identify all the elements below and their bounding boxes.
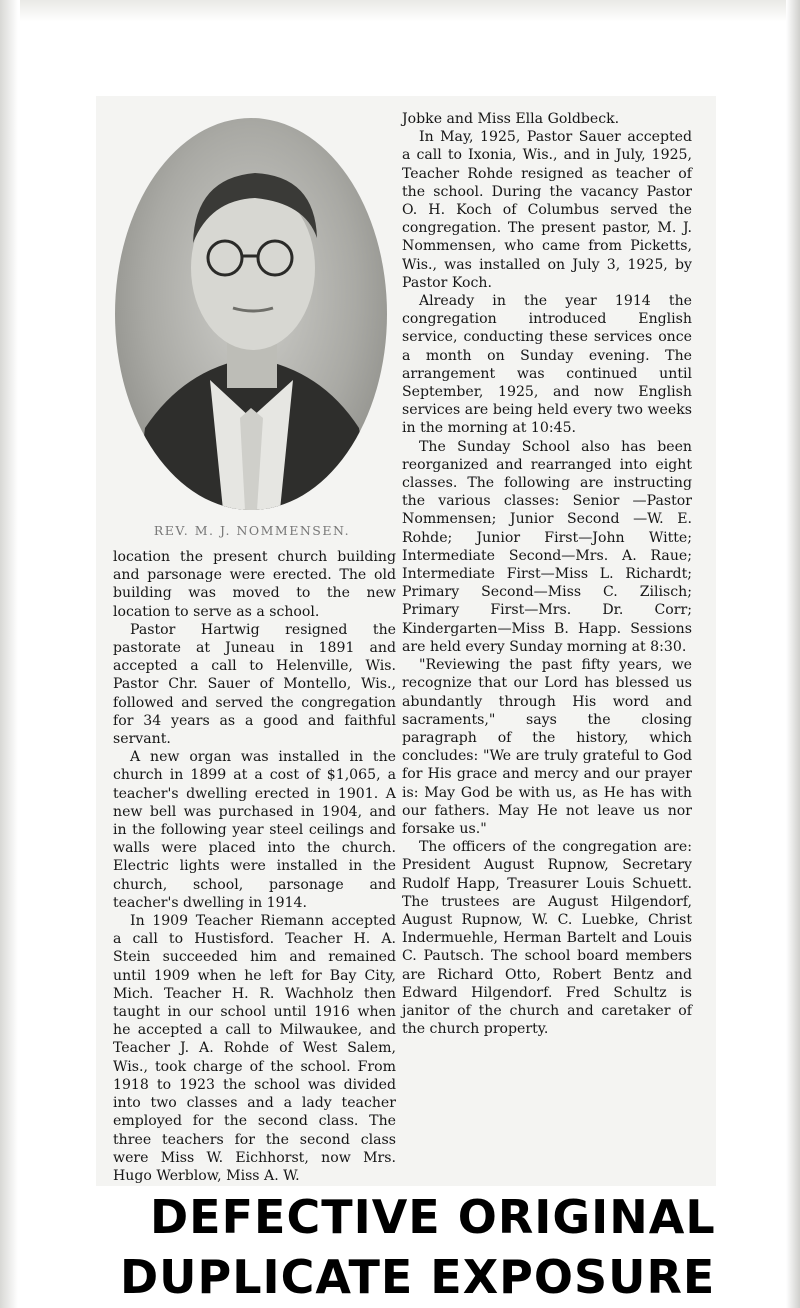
paragraph: In May, 1925, Pastor Sauer accepted a call to Ixonia, Wis., and in July, 1925, Teacher Rohde resigned as teacher of the school. During the vacancy Pastor O. H. Koch of Columbus served the congregation. The present pastor, M. J. Nommensen, who came from Picketts, Wis., was installed on July 3, 1925, by Pastor Koch. bbox=[402, 129, 692, 291]
paragraph: "Reviewing the past fifty years, we recognize that our Lord has blessed us abundantly through His word and sacraments," says the closing paragraph of the history, which concludes: "We are truly grateful to God for His grace and mercy and our prayer is: May God be with us, as He has with our fathers. May He not leave us nor forsake us." bbox=[402, 657, 692, 837]
scan-edge-right bbox=[786, 0, 800, 1308]
paragraph: Jobke and Miss Ella Goldbeck. bbox=[402, 111, 620, 127]
paragraph: A new organ was installed in the church in 1899 at a cost of $1,065, a teacher's dwelling erected in 1901. A new bell was purchased in 1904, and in the following year steel ceilings and walls were placed into the church. Electric lights were installed in the church, school, parsonage and teacher's dwelling in 1914. bbox=[113, 749, 396, 911]
portrait-photo bbox=[115, 118, 387, 510]
portrait-caption: REV. M. J. NOMMENSEN. bbox=[153, 523, 351, 538]
paragraph: In 1909 Teacher Riemann accepted a call to Hustisford. Teacher H. A. Stein succeeded him and remained until 1909 when he left for Bay City, Mich. Teacher H. R. Wachholz then taught in our school until 1916 when he accepted a call to Milwaukee, and Teacher J. A. Rohde of West Salem, Wis., took charge of the school. From 1918 to 1923 the school was divided into two classes and a lady teacher employed for the second class. The three teachers for the second class were Miss W. Eichhorst, now Mrs. Hugo Werblow, Miss A. W. bbox=[113, 913, 396, 1184]
defective-original-stamp: DEFECTIVE ORIGINAL bbox=[150, 1190, 716, 1244]
duplicate-exposure-stamp: DUPLICATE EXPOSURE bbox=[120, 1250, 716, 1304]
paragraph: location the present church building and parsonage were erected. The old building was moved to the new location to serve as a school. bbox=[113, 549, 396, 620]
article-column-left bbox=[113, 548, 396, 1185]
paragraph: Already in the year 1914 the congregation introduced English service, conducting these services once a month on Sunday evening. The arrangement was continued until September, 1925, and now English services are being held every two weeks in the morning at 10:45. bbox=[402, 293, 692, 437]
paragraph: The Sunday School also has been reorganized and rearranged into eight classes. The following are instructing the various classes: Senior —Pastor Nommensen; Junior Second —W. E. Rohde; Junior First—John Witte; Intermediate Second—Mrs. A. Raue; Intermediate First—Miss L. Richardt; Primary Second—Miss C. Zilisch; Primary First—Mrs. Dr. Corr; Kindergarten—Miss B. Happ. Sessions are held every Sunday morning at 8:30. bbox=[402, 438, 692, 655]
paragraph: The officers of the congregation are: President August Rupnow, Secretary Rudolf Happ, Treasurer Louis Schuett. The trustees are August Hilgendorf, August Rupnow, W. C. Luebke, Christ Indermuehle, Herman Bartelt and Louis C. Pautsch. The school board members are Richard Otto, Robert Bentz and Edward Hilgendorf. Fred Schultz is janitor of the church and caretaker of the church property. bbox=[402, 839, 692, 1038]
article-column-right bbox=[402, 110, 692, 1038]
paragraph: Pastor Hartwig resigned the pastorate at Juneau in 1891 and accepted a call to Helenville, Wis. Pastor Chr. Sauer of Montello, Wis., followed and served the congregation for 34 years as a good and faithful servant. bbox=[113, 621, 396, 748]
scan-edge-top bbox=[20, 0, 800, 22]
scan-edge-left bbox=[0, 0, 18, 1308]
